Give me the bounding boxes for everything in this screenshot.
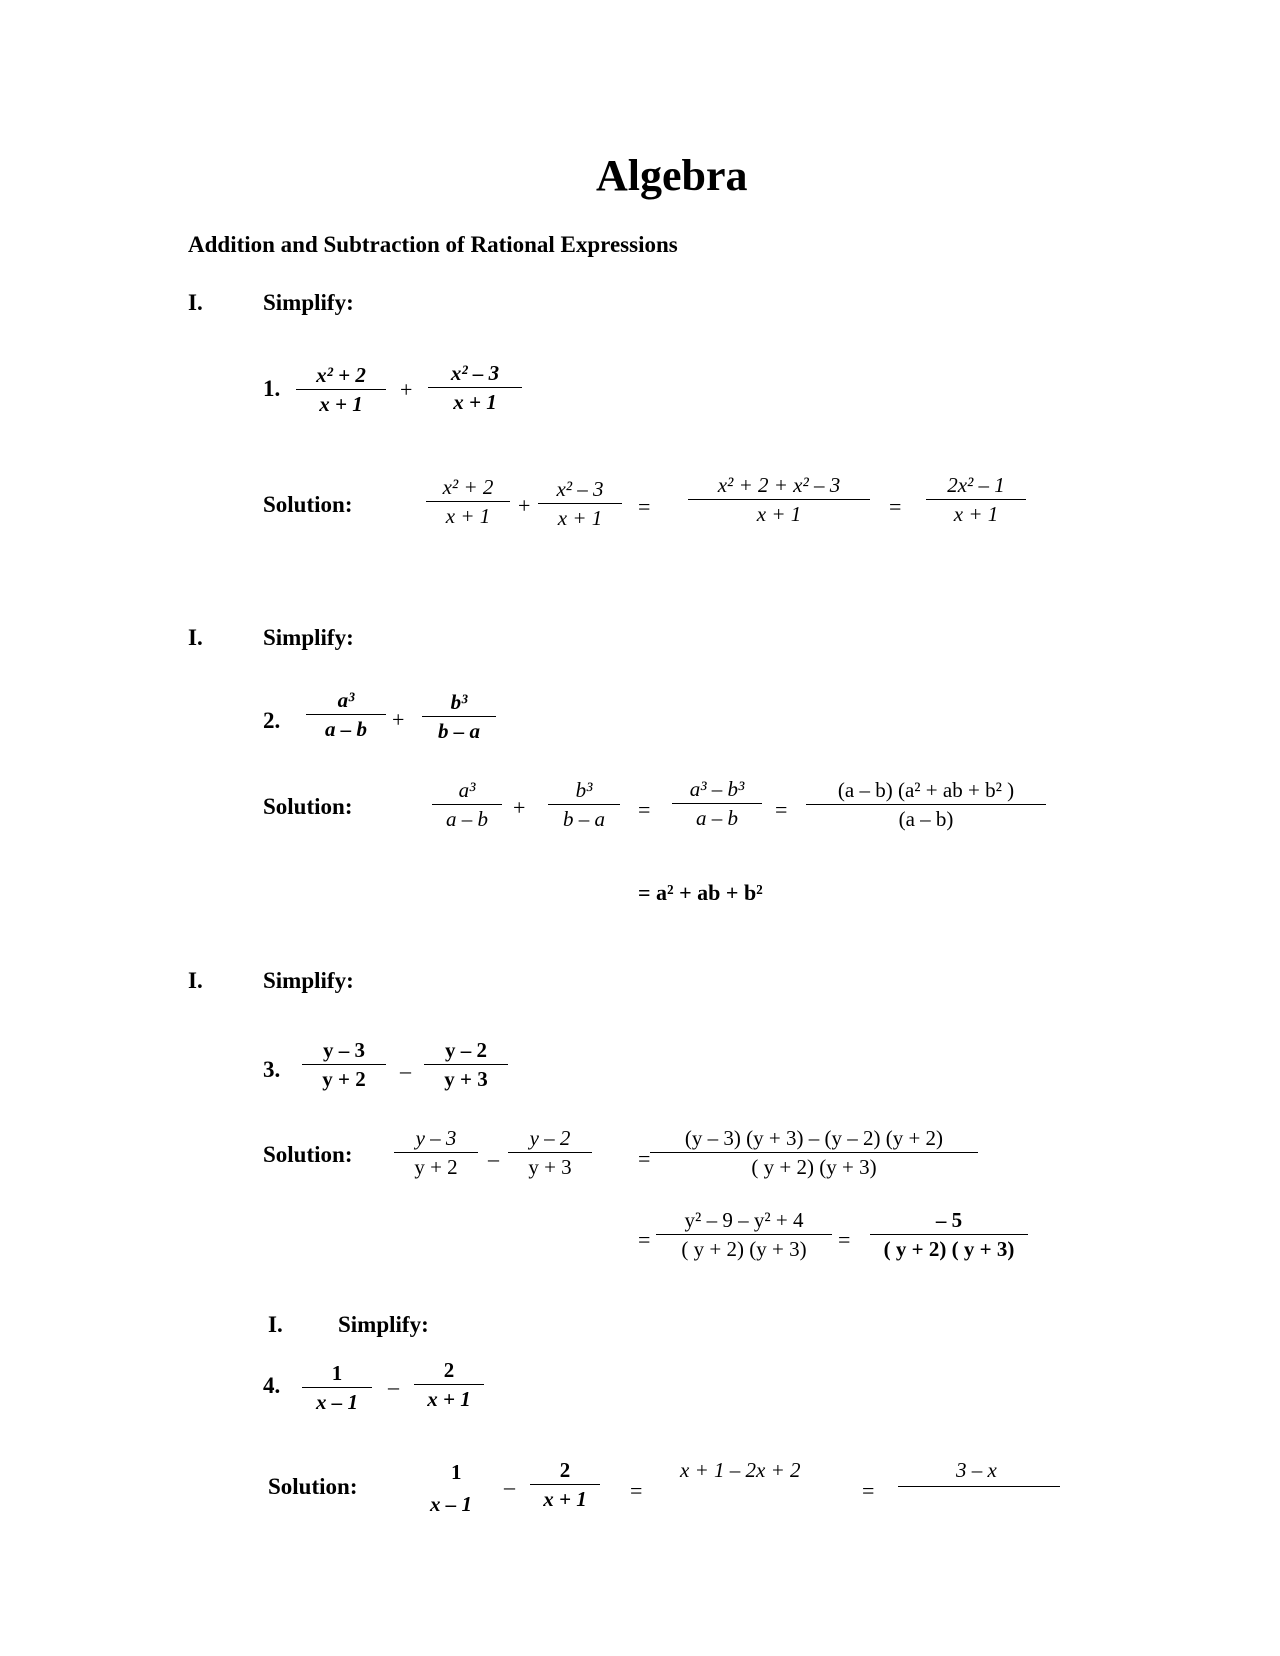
fraction bbox=[874, 1210, 1024, 1260]
denominator: ( y + 2) ( y + 3) bbox=[870, 1234, 1028, 1260]
roman-numeral: I. bbox=[188, 625, 203, 650]
denominator: (a – b) bbox=[806, 804, 1046, 830]
fraction bbox=[306, 1040, 382, 1090]
numerator: 1 bbox=[331, 1361, 343, 1385]
denominator: x – 1 bbox=[302, 1387, 372, 1413]
solution-label: Solution: bbox=[263, 492, 353, 517]
denominator: x + 1 bbox=[688, 499, 870, 525]
numerator: x² + 2 bbox=[316, 363, 366, 387]
fraction bbox=[552, 780, 616, 830]
denominator: y + 2 bbox=[302, 1064, 386, 1090]
numerator: y – 2 bbox=[445, 1038, 487, 1062]
numerator: 3 – x bbox=[956, 1458, 997, 1482]
numerator: y – 3 bbox=[323, 1038, 365, 1062]
numerator: x + 1 – 2x + 2 bbox=[680, 1458, 801, 1482]
denominator: a – b bbox=[672, 803, 762, 829]
numerator: x² – 3 bbox=[450, 361, 500, 385]
numerator: (y – 3) (y + 3) – (y – 2) (y + 2) bbox=[684, 1126, 944, 1150]
final-result: = a² + ab + b² bbox=[638, 880, 763, 905]
denominator: b – a bbox=[548, 804, 620, 830]
problem-number: 2. bbox=[263, 708, 281, 733]
minus-sign: – bbox=[388, 1374, 399, 1399]
denominator: ( y + 2) (y + 3) bbox=[650, 1152, 978, 1178]
numerator: 2x² – 1 bbox=[947, 473, 1005, 497]
equals-sign: = bbox=[638, 1227, 651, 1252]
problem-number: 1. bbox=[263, 376, 281, 401]
fraction bbox=[310, 690, 382, 740]
equals-sign: = bbox=[775, 797, 788, 822]
solution-label: Solution: bbox=[263, 1142, 353, 1167]
plus-sign: + bbox=[518, 493, 531, 518]
equals-sign: = bbox=[630, 1478, 643, 1503]
numerator: x² + 2 + x² – 3 bbox=[717, 473, 841, 497]
plus-sign: + bbox=[400, 377, 413, 402]
simplify-heading: Simplify: bbox=[263, 290, 354, 315]
numerator: x² – 3 bbox=[556, 477, 604, 501]
fraction bbox=[930, 475, 1022, 525]
denominator: x + 1 bbox=[414, 1384, 484, 1410]
fraction bbox=[426, 692, 492, 742]
numerator: a³ bbox=[458, 778, 476, 802]
fraction bbox=[418, 1360, 480, 1410]
solution-label: Solution: bbox=[268, 1474, 358, 1499]
denominator: y + 2 bbox=[394, 1152, 478, 1178]
denominator: x + 1 bbox=[538, 503, 622, 529]
roman-numeral: I. bbox=[188, 290, 203, 315]
plus-sign: + bbox=[513, 795, 526, 820]
fraction bbox=[654, 1128, 974, 1178]
denominator: x – 1 bbox=[430, 1492, 472, 1516]
numerator: y – 2 bbox=[529, 1126, 571, 1150]
fraction bbox=[660, 1210, 828, 1260]
page-title: Algebra bbox=[596, 151, 748, 200]
roman-numeral: I. bbox=[188, 968, 203, 993]
minus-sign: – bbox=[400, 1058, 411, 1083]
simplify-heading: Simplify: bbox=[263, 625, 354, 650]
fraction bbox=[306, 1363, 368, 1413]
fraction bbox=[810, 780, 1042, 830]
numerator: 2 bbox=[443, 1358, 455, 1382]
numerator: y – 3 bbox=[415, 1126, 457, 1150]
numerator: y² – 9 – y² + 4 bbox=[684, 1208, 804, 1232]
denominator: x + 1 bbox=[428, 387, 522, 413]
equals-sign: = bbox=[838, 1227, 851, 1252]
fraction bbox=[436, 780, 498, 830]
fraction bbox=[676, 779, 758, 829]
denominator: x + 1 bbox=[426, 501, 510, 527]
denominator: b – a bbox=[422, 716, 496, 742]
fraction bbox=[398, 1128, 474, 1178]
denominator: y + 3 bbox=[508, 1152, 592, 1178]
numerator: a³ bbox=[337, 688, 355, 712]
fraction bbox=[512, 1128, 588, 1178]
problem-number: 3. bbox=[263, 1057, 281, 1082]
denominator: a – b bbox=[432, 804, 502, 830]
numerator: – 5 bbox=[935, 1208, 963, 1232]
roman-numeral: I. bbox=[268, 1312, 283, 1337]
plus-sign: + bbox=[392, 707, 405, 732]
numerator: x² + 2 bbox=[442, 475, 494, 499]
numerator: b³ bbox=[575, 778, 593, 802]
numerator: a³ – b³ bbox=[689, 777, 745, 801]
denominator: x + 1 bbox=[926, 499, 1026, 525]
equals-sign: = bbox=[638, 797, 651, 822]
denominator: a – b bbox=[306, 714, 386, 740]
fraction bbox=[692, 475, 866, 525]
fraction bbox=[430, 477, 506, 527]
fraction bbox=[542, 479, 618, 529]
equals-sign: = bbox=[638, 1146, 651, 1171]
denominator: x + 1 bbox=[530, 1484, 600, 1510]
fraction bbox=[428, 1040, 504, 1090]
section-subtitle: Addition and Subtraction of Rational Expressions bbox=[188, 232, 678, 257]
denominator: ( y + 2) (y + 3) bbox=[656, 1234, 832, 1260]
minus-sign: – bbox=[488, 1146, 499, 1171]
denominator: x + 1 bbox=[296, 389, 386, 415]
minus-sign: – bbox=[504, 1474, 515, 1499]
simplify-heading: Simplify: bbox=[263, 968, 354, 993]
problem-number: 4. bbox=[263, 1373, 281, 1398]
numerator: (a – b) (a² + ab + b² ) bbox=[837, 778, 1015, 802]
fraction bbox=[432, 363, 518, 413]
equals-sign: = bbox=[862, 1478, 875, 1503]
equals-sign: = bbox=[638, 494, 651, 519]
fraction-bar bbox=[898, 1486, 1060, 1487]
numerator: 2 bbox=[559, 1458, 571, 1482]
simplify-heading: Simplify: bbox=[338, 1312, 429, 1337]
numerator: b³ bbox=[450, 690, 468, 714]
equals-sign: = bbox=[889, 494, 902, 519]
fraction bbox=[300, 365, 382, 415]
numerator: 1 bbox=[451, 1460, 462, 1484]
fraction bbox=[534, 1460, 596, 1510]
denominator: y + 3 bbox=[424, 1064, 508, 1090]
solution-label: Solution: bbox=[263, 794, 353, 819]
